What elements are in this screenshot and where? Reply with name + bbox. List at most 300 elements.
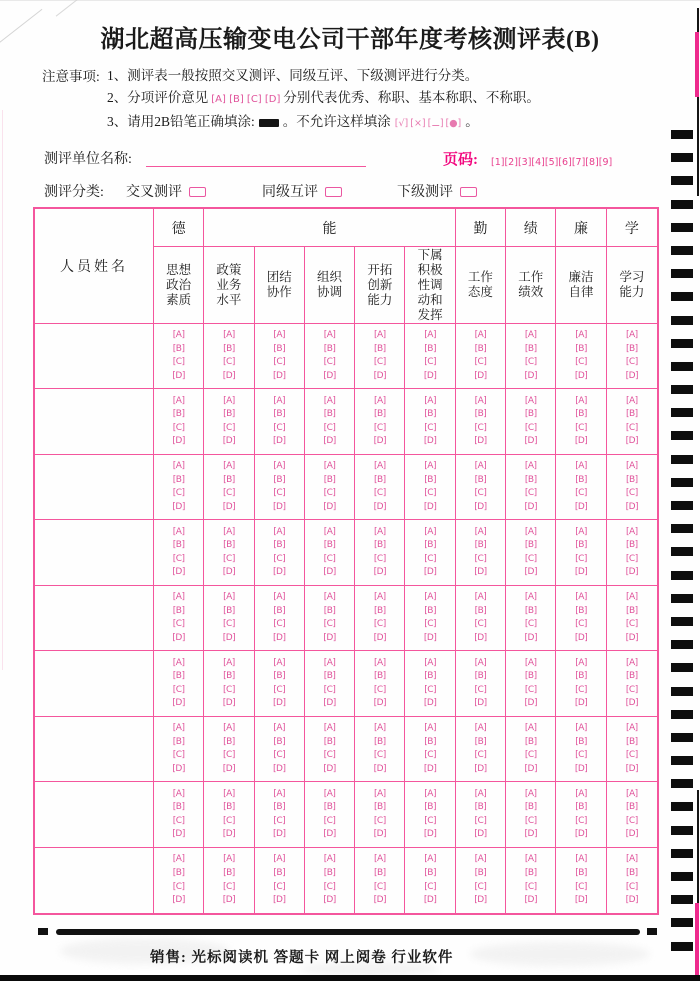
option-bubble-a[interactable]: [A]: [373, 854, 386, 865]
option-bubble-c[interactable]: [C]: [323, 881, 336, 892]
option-bubble-d[interactable]: [D]: [323, 567, 336, 578]
option-bubble-d[interactable]: [D]: [524, 895, 537, 906]
option-bubble-a[interactable]: [A]: [524, 854, 537, 865]
option-bubble-b[interactable]: [B]: [474, 540, 487, 551]
option-bubble-b[interactable]: [B]: [474, 474, 487, 485]
option-bubble-c[interactable]: [C]: [524, 750, 537, 761]
option-bubble-d[interactable]: [D]: [574, 436, 588, 447]
option-bubble-b[interactable]: [B]: [373, 540, 386, 551]
option-bubble-b[interactable]: [B]: [323, 343, 336, 354]
option-bubble-d[interactable]: [D]: [323, 698, 336, 709]
option-bubble-c[interactable]: [C]: [424, 815, 437, 826]
option-bubble-b[interactable]: [B]: [273, 605, 286, 616]
option-bubble-c[interactable]: [C]: [474, 881, 487, 892]
option-bubble-c[interactable]: [C]: [424, 553, 437, 564]
option-bubble-b[interactable]: [B]: [575, 540, 587, 551]
option-bubble-a[interactable]: [A]: [373, 330, 386, 341]
option-bubble-d[interactable]: [D]: [172, 895, 185, 906]
option-bubble-b[interactable]: [B]: [273, 540, 286, 551]
option-bubble-d[interactable]: [D]: [423, 698, 437, 709]
option-bubble-a[interactable]: [A]: [625, 788, 638, 799]
option-bubble-d[interactable]: [D]: [323, 632, 336, 643]
name-cell[interactable]: [35, 324, 154, 389]
option-bubble-b[interactable]: [B]: [474, 343, 487, 354]
option-bubble-b[interactable]: [B]: [474, 736, 487, 747]
option-bubble-b[interactable]: [B]: [223, 605, 235, 616]
option-bubble-c[interactable]: [C]: [323, 815, 336, 826]
option-bubble-c[interactable]: [C]: [575, 815, 587, 826]
option-bubble-d[interactable]: [D]: [323, 763, 336, 774]
option-bubble-b[interactable]: [B]: [524, 867, 537, 878]
option-bubble-a[interactable]: [A]: [575, 657, 587, 668]
option-bubble-d[interactable]: [D]: [273, 829, 286, 840]
option-bubble-a[interactable]: [A]: [474, 330, 487, 341]
option-bubble-a[interactable]: [A]: [172, 723, 185, 734]
option-bubble-c[interactable]: [C]: [323, 619, 336, 630]
option-bubble-c[interactable]: [C]: [625, 815, 638, 826]
option-bubble-a[interactable]: [A]: [172, 854, 185, 865]
option-bubble-a[interactable]: [A]: [424, 526, 436, 537]
option-bubble-a[interactable]: [A]: [273, 788, 286, 799]
option-bubble-a[interactable]: [A]: [625, 854, 638, 865]
pageno-option[interactable]: [8]: [585, 157, 599, 168]
option-bubble-c[interactable]: [C]: [223, 750, 235, 761]
option-bubble-a[interactable]: [A]: [524, 461, 537, 472]
option-bubble-a[interactable]: [A]: [625, 330, 638, 341]
option-bubble-d[interactable]: [D]: [273, 698, 286, 709]
option-bubble-d[interactable]: [D]: [474, 895, 487, 906]
option-bubble-b[interactable]: [B]: [625, 409, 638, 420]
option-bubble-c[interactable]: [C]: [273, 422, 286, 433]
option-bubble-d[interactable]: [D]: [625, 370, 639, 381]
option-bubble-a[interactable]: [A]: [273, 854, 286, 865]
option-bubble-a[interactable]: [A]: [575, 854, 587, 865]
name-cell[interactable]: [35, 389, 154, 454]
option-bubble-c[interactable]: [C]: [575, 488, 587, 499]
option-bubble-d[interactable]: [D]: [222, 698, 236, 709]
option-bubble-a[interactable]: [A]: [575, 461, 587, 472]
option-bubble-a[interactable]: [A]: [625, 657, 638, 668]
option-bubble-a[interactable]: [A]: [273, 592, 286, 603]
option-bubble-d[interactable]: [D]: [423, 436, 437, 447]
option-bubble-a[interactable]: [A]: [474, 854, 487, 865]
option-bubble-c[interactable]: [C]: [273, 488, 286, 499]
option-bubble-a[interactable]: [A]: [524, 526, 537, 537]
option-bubble-c[interactable]: [C]: [575, 619, 587, 630]
option-bubble-c[interactable]: [C]: [575, 553, 587, 564]
option-bubble-b[interactable]: [B]: [172, 671, 185, 682]
name-cell[interactable]: [35, 651, 154, 716]
option-bubble-b[interactable]: [B]: [474, 671, 487, 682]
option-bubble-d[interactable]: [D]: [373, 763, 387, 774]
option-bubble-c[interactable]: [C]: [172, 881, 185, 892]
option-bubble-d[interactable]: [D]: [423, 632, 437, 643]
option-bubble-a[interactable]: [A]: [424, 723, 436, 734]
pageno-option[interactable]: [6]: [558, 157, 572, 168]
option-bubble-a[interactable]: [A]: [172, 788, 185, 799]
option-bubble-d[interactable]: [D]: [625, 567, 639, 578]
option-bubble-d[interactable]: [D]: [172, 763, 185, 774]
option-bubble-a[interactable]: [A]: [373, 592, 386, 603]
option-bubble-d[interactable]: [D]: [574, 567, 588, 578]
option-bubble-b[interactable]: [B]: [524, 736, 537, 747]
option-bubble-c[interactable]: [C]: [172, 488, 185, 499]
option-bubble-b[interactable]: [B]: [373, 605, 386, 616]
option-bubble-d[interactable]: [D]: [524, 632, 537, 643]
option-bubble-d[interactable]: [D]: [323, 370, 336, 381]
option-bubble-b[interactable]: [B]: [172, 802, 185, 813]
option-bubble-a[interactable]: [A]: [273, 461, 286, 472]
option-bubble-b[interactable]: [B]: [373, 802, 386, 813]
option-bubble-c[interactable]: [C]: [424, 357, 437, 368]
option-bubble-a[interactable]: [A]: [223, 526, 235, 537]
option-bubble-d[interactable]: [D]: [423, 895, 437, 906]
option-bubble-d[interactable]: [D]: [474, 829, 487, 840]
option-bubble-d[interactable]: [D]: [273, 895, 286, 906]
option-bubble-b[interactable]: [B]: [273, 671, 286, 682]
option-bubble-c[interactable]: [C]: [273, 881, 286, 892]
option-bubble-b[interactable]: [B]: [373, 867, 386, 878]
option-bubble-b[interactable]: [B]: [373, 671, 386, 682]
option-bubble-c[interactable]: [C]: [474, 684, 487, 695]
option-bubble-a[interactable]: [A]: [323, 723, 336, 734]
option-bubble-d[interactable]: [D]: [273, 632, 286, 643]
option-bubble-a[interactable]: [A]: [323, 788, 336, 799]
name-cell[interactable]: [35, 520, 154, 585]
option-bubble-a[interactable]: [A]: [575, 330, 587, 341]
option-bubble-b[interactable]: [B]: [524, 409, 537, 420]
option-bubble-b[interactable]: [B]: [474, 802, 487, 813]
option-bubble-b[interactable]: [B]: [273, 867, 286, 878]
option-bubble-d[interactable]: [D]: [574, 501, 588, 512]
option-bubble-d[interactable]: [D]: [373, 895, 387, 906]
option-bubble-a[interactable]: [A]: [223, 788, 235, 799]
option-bubble-d[interactable]: [D]: [323, 895, 336, 906]
option-bubble-b[interactable]: [B]: [625, 343, 638, 354]
option-bubble-b[interactable]: [B]: [373, 474, 386, 485]
option-bubble-b[interactable]: [B]: [474, 409, 487, 420]
option-bubble-b[interactable]: [B]: [575, 736, 587, 747]
option-bubble-d[interactable]: [D]: [625, 829, 639, 840]
option-bubble-d[interactable]: [D]: [373, 698, 387, 709]
option-bubble-c[interactable]: [C]: [474, 619, 487, 630]
option-bubble-b[interactable]: [B]: [424, 736, 436, 747]
option-bubble-b[interactable]: [B]: [172, 540, 185, 551]
option-bubble-c[interactable]: [C]: [323, 488, 336, 499]
option-bubble-a[interactable]: [A]: [474, 395, 487, 406]
option-bubble-d[interactable]: [D]: [273, 436, 286, 447]
option-bubble-a[interactable]: [A]: [373, 723, 386, 734]
option-bubble-c[interactable]: [C]: [625, 422, 638, 433]
option-bubble-c[interactable]: [C]: [424, 881, 437, 892]
option-bubble-b[interactable]: [B]: [424, 802, 436, 813]
option-bubble-c[interactable]: [C]: [524, 684, 537, 695]
option-bubble-c[interactable]: [C]: [172, 422, 185, 433]
option-bubble-b[interactable]: [B]: [273, 343, 286, 354]
option-bubble-a[interactable]: [A]: [625, 592, 638, 603]
option-bubble-d[interactable]: [D]: [323, 436, 336, 447]
option-bubble-d[interactable]: [D]: [574, 370, 588, 381]
option-bubble-c[interactable]: [C]: [625, 684, 638, 695]
option-bubble-b[interactable]: [B]: [524, 474, 537, 485]
option-bubble-d[interactable]: [D]: [222, 501, 236, 512]
option-bubble-c[interactable]: [C]: [524, 815, 537, 826]
option-bubble-c[interactable]: [C]: [625, 357, 638, 368]
option-bubble-b[interactable]: [B]: [323, 671, 336, 682]
option-bubble-a[interactable]: [A]: [323, 526, 336, 537]
option-bubble-b[interactable]: [B]: [172, 343, 185, 354]
option-bubble-d[interactable]: [D]: [423, 763, 437, 774]
option-bubble-b[interactable]: [B]: [323, 540, 336, 551]
option-bubble-b[interactable]: [B]: [625, 540, 638, 551]
option-bubble-c[interactable]: [C]: [424, 619, 437, 630]
option-bubble-d[interactable]: [D]: [423, 370, 437, 381]
name-cell[interactable]: [35, 586, 154, 651]
pageno-option[interactable]: [5]: [544, 157, 559, 168]
option-bubble-b[interactable]: [B]: [223, 802, 235, 813]
option-bubble-c[interactable]: [C]: [424, 750, 437, 761]
option-bubble-b[interactable]: [B]: [373, 736, 386, 747]
option-bubble-b[interactable]: [B]: [625, 671, 638, 682]
option-bubble-c[interactable]: [C]: [223, 422, 235, 433]
option-bubble-a[interactable]: [A]: [273, 657, 286, 668]
option-bubble-b[interactable]: [B]: [625, 802, 638, 813]
option-bubble-d[interactable]: [D]: [524, 829, 537, 840]
option-bubble-b[interactable]: [B]: [424, 343, 436, 354]
option-bubble-c[interactable]: [C]: [625, 488, 638, 499]
option-bubble-a[interactable]: [A]: [373, 657, 386, 668]
option-bubble-d[interactable]: [D]: [373, 370, 387, 381]
option-bubble-c[interactable]: [C]: [625, 553, 638, 564]
option-bubble-a[interactable]: [A]: [273, 526, 286, 537]
option-bubble-a[interactable]: [A]: [172, 461, 185, 472]
option-bubble-c[interactable]: [C]: [373, 684, 386, 695]
option-bubble-b[interactable]: [B]: [424, 540, 436, 551]
option-bubble-c[interactable]: [C]: [524, 357, 537, 368]
option-bubble-d[interactable]: [D]: [323, 829, 336, 840]
option-bubble-c[interactable]: [C]: [273, 684, 286, 695]
option-bubble-a[interactable]: [A]: [223, 723, 235, 734]
option-bubble-d[interactable]: [D]: [474, 698, 487, 709]
option-bubble-c[interactable]: [C]: [575, 684, 587, 695]
option-bubble-d[interactable]: [D]: [625, 895, 639, 906]
pageno-option[interactable]: [9]: [598, 157, 613, 168]
option-bubble-b[interactable]: [B]: [172, 409, 185, 420]
option-bubble-b[interactable]: [B]: [223, 343, 235, 354]
option-bubble-a[interactable]: [A]: [373, 788, 386, 799]
option-bubble-d[interactable]: [D]: [474, 763, 487, 774]
option-bubble-a[interactable]: [A]: [474, 461, 487, 472]
option-bubble-b[interactable]: [B]: [323, 409, 336, 420]
option-bubble-c[interactable]: [C]: [172, 553, 185, 564]
option-bubble-a[interactable]: [A]: [575, 395, 587, 406]
option-bubble-a[interactable]: [A]: [323, 657, 336, 668]
option-bubble-b[interactable]: [B]: [575, 802, 587, 813]
option-bubble-a[interactable]: [A]: [223, 854, 235, 865]
option-bubble-b[interactable]: [B]: [474, 867, 487, 878]
option-bubble-a[interactable]: [A]: [273, 395, 286, 406]
option-bubble-a[interactable]: [A]: [474, 526, 487, 537]
option-bubble-c[interactable]: [C]: [625, 881, 638, 892]
option-bubble-d[interactable]: [D]: [172, 436, 185, 447]
option-bubble-d[interactable]: [D]: [222, 370, 236, 381]
option-bubble-b[interactable]: [B]: [223, 540, 235, 551]
option-bubble-d[interactable]: [D]: [273, 370, 286, 381]
option-bubble-a[interactable]: [A]: [273, 723, 286, 734]
option-bubble-b[interactable]: [B]: [524, 605, 537, 616]
option-bubble-b[interactable]: [B]: [575, 867, 587, 878]
unit-name-field[interactable]: [146, 166, 366, 167]
option-bubble-c[interactable]: [C]: [474, 750, 487, 761]
option-bubble-b[interactable]: [B]: [273, 474, 286, 485]
option-bubble-a[interactable]: [A]: [424, 788, 436, 799]
option-bubble-a[interactable]: [A]: [474, 723, 487, 734]
option-bubble-c[interactable]: [C]: [273, 619, 286, 630]
option-bubble-b[interactable]: [B]: [223, 736, 235, 747]
name-cell[interactable]: [35, 717, 154, 782]
option-bubble-a[interactable]: [A]: [323, 395, 336, 406]
option-bubble-a[interactable]: [A]: [625, 461, 638, 472]
option-bubble-c[interactable]: [C]: [625, 750, 638, 761]
option-bubble-d[interactable]: [D]: [625, 698, 639, 709]
option-bubble-d[interactable]: [D]: [222, 632, 236, 643]
option-bubble-c[interactable]: [C]: [323, 684, 336, 695]
option-bubble-b[interactable]: [B]: [323, 605, 336, 616]
option-bubble-d[interactable]: [D]: [423, 829, 437, 840]
pageno-option[interactable]: [7]: [571, 157, 586, 168]
option-bubble-c[interactable]: [C]: [273, 357, 286, 368]
option-bubble-c[interactable]: [C]: [575, 881, 587, 892]
option-bubble-a[interactable]: [A]: [474, 592, 487, 603]
option-bubble-c[interactable]: [C]: [474, 422, 487, 433]
option-bubble-a[interactable]: [A]: [474, 657, 487, 668]
option-bubble-a[interactable]: [A]: [323, 854, 336, 865]
option-bubble-b[interactable]: [B]: [323, 867, 336, 878]
option-bubble-d[interactable]: [D]: [323, 501, 336, 512]
option-bubble-a[interactable]: [A]: [172, 657, 185, 668]
option-bubble-d[interactable]: [D]: [574, 829, 588, 840]
option-bubble-a[interactable]: [A]: [172, 592, 185, 603]
option-bubble-b[interactable]: [B]: [323, 474, 336, 485]
option-bubble-a[interactable]: [A]: [424, 854, 436, 865]
option-bubble-a[interactable]: [A]: [323, 330, 336, 341]
option-bubble-d[interactable]: [D]: [172, 501, 185, 512]
option-bubble-c[interactable]: [C]: [575, 750, 587, 761]
option-bubble-a[interactable]: [A]: [424, 461, 436, 472]
option-bubble-c[interactable]: [C]: [323, 553, 336, 564]
option-bubble-a[interactable]: [A]: [223, 395, 235, 406]
option-bubble-b[interactable]: [B]: [424, 867, 436, 878]
option-bubble-d[interactable]: [D]: [373, 501, 387, 512]
option-bubble-c[interactable]: [C]: [223, 619, 235, 630]
option-bubble-d[interactable]: [D]: [373, 632, 387, 643]
option-bubble-b[interactable]: [B]: [625, 474, 638, 485]
option-bubble-d[interactable]: [D]: [474, 370, 487, 381]
option-bubble-b[interactable]: [B]: [172, 736, 185, 747]
option-bubble-d[interactable]: [D]: [574, 632, 588, 643]
option-bubble-c[interactable]: [C]: [223, 553, 235, 564]
option-bubble-a[interactable]: [A]: [524, 723, 537, 734]
option-bubble-b[interactable]: [B]: [575, 474, 587, 485]
option-bubble-d[interactable]: [D]: [172, 829, 185, 840]
option-bubble-d[interactable]: [D]: [373, 567, 387, 578]
option-bubble-b[interactable]: [B]: [524, 802, 537, 813]
option-bubble-c[interactable]: [C]: [524, 422, 537, 433]
option-bubble-d[interactable]: [D]: [423, 567, 437, 578]
option-bubble-a[interactable]: [A]: [172, 330, 185, 341]
option-bubble-c[interactable]: [C]: [323, 750, 336, 761]
option-bubble-a[interactable]: [A]: [575, 723, 587, 734]
option-bubble-d[interactable]: [D]: [524, 501, 537, 512]
option-bubble-b[interactable]: [B]: [273, 409, 286, 420]
option-bubble-a[interactable]: [A]: [373, 526, 386, 537]
option-bubble-d[interactable]: [D]: [574, 895, 588, 906]
option-bubble-b[interactable]: [B]: [424, 409, 436, 420]
option-bubble-b[interactable]: [B]: [373, 343, 386, 354]
option-bubble-d[interactable]: [D]: [172, 698, 185, 709]
option-bubble-a[interactable]: [A]: [223, 657, 235, 668]
option-bubble-d[interactable]: [D]: [524, 567, 537, 578]
option-bubble-b[interactable]: [B]: [625, 736, 638, 747]
option-bubble-d[interactable]: [D]: [373, 829, 387, 840]
option-bubble-c[interactable]: [C]: [223, 881, 235, 892]
option-bubble-b[interactable]: [B]: [524, 540, 537, 551]
option-bubble-a[interactable]: [A]: [323, 461, 336, 472]
option-bubble-d[interactable]: [D]: [172, 567, 185, 578]
option-bubble-b[interactable]: [B]: [625, 605, 638, 616]
option-bubble-b[interactable]: [B]: [172, 867, 185, 878]
option-bubble-c[interactable]: [C]: [223, 815, 235, 826]
option-bubble-c[interactable]: [C]: [172, 357, 185, 368]
option-bubble-a[interactable]: [A]: [524, 395, 537, 406]
option-bubble-a[interactable]: [A]: [625, 395, 638, 406]
pageno-option[interactable]: [1]: [491, 157, 505, 168]
option-bubble-b[interactable]: [B]: [223, 867, 235, 878]
option-bubble-c[interactable]: [C]: [172, 684, 185, 695]
option-bubble-b[interactable]: [B]: [223, 409, 235, 420]
option-bubble-c[interactable]: [C]: [273, 553, 286, 564]
option-bubble-b[interactable]: [B]: [575, 671, 587, 682]
name-cell[interactable]: [35, 782, 154, 847]
option-bubble-d[interactable]: [D]: [524, 436, 537, 447]
option-bubble-b[interactable]: [B]: [323, 802, 336, 813]
option-bubble-c[interactable]: [C]: [474, 815, 487, 826]
option-bubble-d[interactable]: [D]: [625, 632, 639, 643]
category-checkbox[interactable]: [460, 187, 477, 197]
option-bubble-a[interactable]: [A]: [373, 461, 386, 472]
option-bubble-a[interactable]: [A]: [323, 592, 336, 603]
option-bubble-d[interactable]: [D]: [172, 370, 185, 381]
option-bubble-a[interactable]: [A]: [424, 395, 436, 406]
option-bubble-c[interactable]: [C]: [424, 422, 437, 433]
option-bubble-a[interactable]: [A]: [223, 330, 235, 341]
option-bubble-c[interactable]: [C]: [575, 422, 587, 433]
option-bubble-b[interactable]: [B]: [273, 802, 286, 813]
option-bubble-d[interactable]: [D]: [423, 501, 437, 512]
option-bubble-a[interactable]: [A]: [524, 330, 537, 341]
option-bubble-b[interactable]: [B]: [524, 671, 537, 682]
option-bubble-c[interactable]: [C]: [323, 422, 336, 433]
option-bubble-d[interactable]: [D]: [524, 763, 537, 774]
option-bubble-d[interactable]: [D]: [373, 436, 387, 447]
option-bubble-a[interactable]: [A]: [424, 657, 436, 668]
category-checkbox[interactable]: [325, 187, 342, 197]
option-bubble-b[interactable]: [B]: [424, 605, 436, 616]
option-bubble-a[interactable]: [A]: [474, 788, 487, 799]
option-bubble-c[interactable]: [C]: [223, 684, 235, 695]
option-bubble-a[interactable]: [A]: [172, 395, 185, 406]
option-bubble-d[interactable]: [D]: [574, 763, 588, 774]
